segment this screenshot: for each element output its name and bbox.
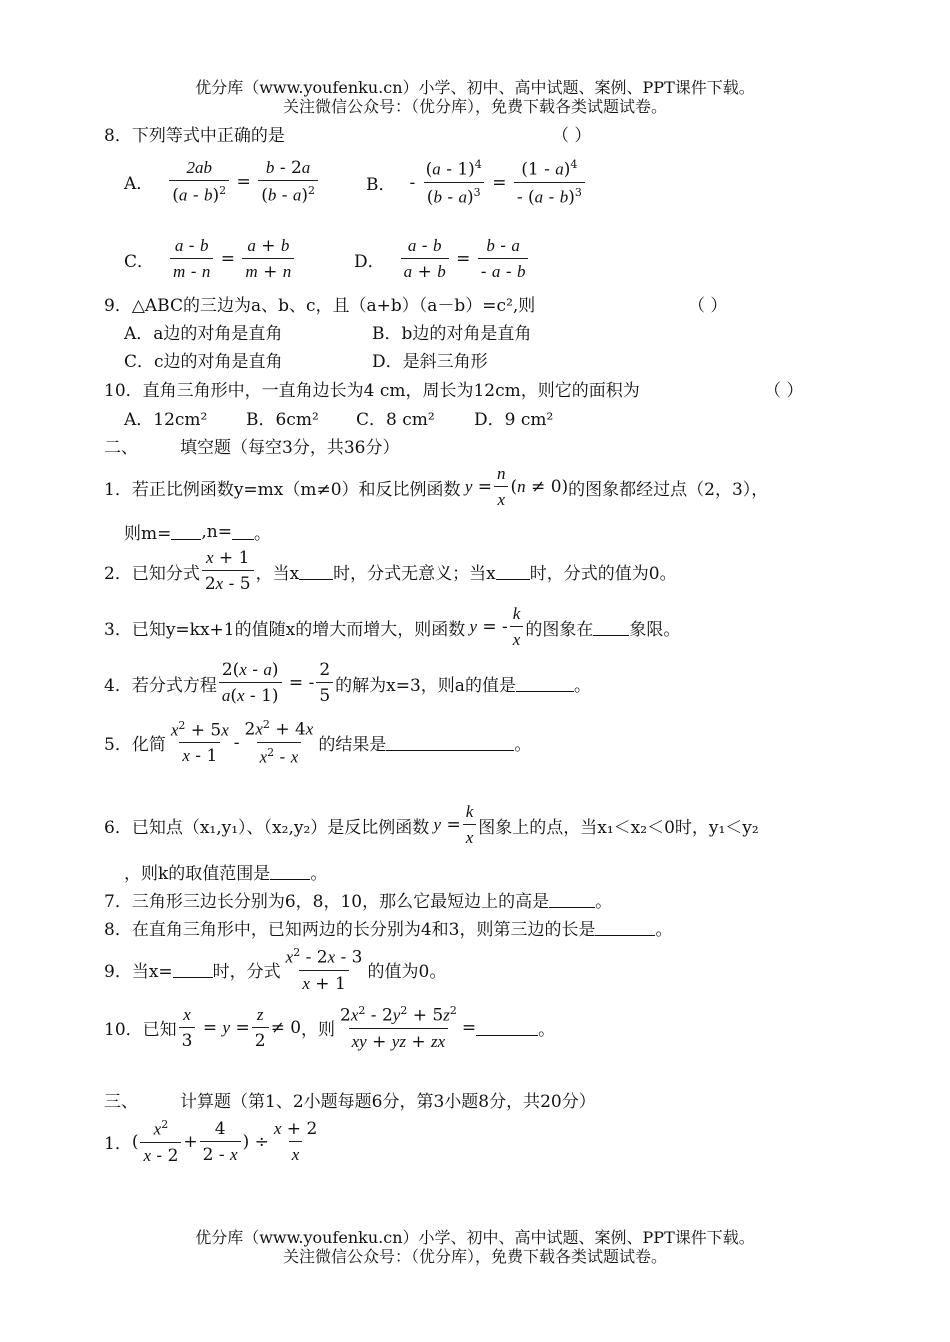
fraction: $\frac{2x^2 - 2y^2 + 5z^2}{xy + yz + zx}$ [340, 1004, 457, 1052]
fill-10-text: 10．已知 [104, 1020, 177, 1041]
fill-10-text-mid: ，则 [301, 1020, 336, 1041]
fill-6-line2 [124, 859, 327, 884]
fill-3-text-post: 象限。 [629, 619, 681, 640]
section3-number: 三、 [104, 1092, 138, 1112]
fraction: $\frac{4}{2 - x}$ [200, 1119, 241, 1165]
fraction: $\frac{a + b}{m + n}$ [242, 236, 294, 282]
fraction: $\frac{x}{3}$ [179, 1005, 196, 1051]
q9-option-c: C．c边的对角是直角 [124, 352, 283, 372]
fill-1-line2 [124, 519, 271, 544]
fill-1-m-label: 则m= [124, 524, 172, 544]
fraction: $\frac{b - a}{- a - b}$ [478, 236, 529, 282]
answer-blank[interactable] [595, 919, 655, 936]
q9-stem: 9．△ABC的三边为a、b、c，且（a+b）（a－b）=c²,则 [104, 296, 536, 316]
fill-10-eq: = [461, 1017, 477, 1038]
q8-stem: 8．下列等式中正确的是 [104, 126, 285, 146]
fill-10: 10．已知 $\frac{x}{3}$ = y = $\frac{z}{2}$ ≠ 0 ，则 $\frac{2x^2 - 2y^2 + 5z^2}{xy + yz + zx}$ = 。 [104, 1004, 556, 1052]
fill-9-text-mid: 时，分式 [212, 962, 281, 983]
fraction: $\frac{2ab}{(a - b)^2}$ [169, 158, 229, 206]
fill-3-text-mid: 的图象在 [525, 619, 594, 640]
fraction: $\frac{x^2}{x - 2}$ [140, 1118, 181, 1166]
fill-4-text-post: 。 [573, 675, 591, 696]
fraction: $\frac{z}{2}$ [252, 1005, 269, 1051]
q10-answer-paren: （ ） [764, 381, 804, 401]
answer-blank[interactable] [171, 523, 201, 540]
q9-option-d: D．是斜三角形 [372, 352, 488, 372]
answer-blank[interactable] [476, 1019, 538, 1036]
fill-5: 5．化简 $\frac{x^2 + 5x}{x - 1}$ - $\frac{2x^2 + 4x}{x^2 - x}$ 的结果是 。 [104, 718, 532, 768]
answer-blank[interactable] [496, 563, 530, 580]
calc-1: 1． ( $\frac{x^2}{x - 2}$ + $\frac{4}{2 - x}$ ) ÷ $\frac{x + 2}{x}$ [104, 1118, 322, 1166]
fraction: $\frac{k}{x}$ [510, 604, 524, 650]
fill-8-end: 。 [655, 920, 673, 940]
fill-9-text: 9．当x= [104, 962, 173, 983]
option-label: C． [124, 251, 155, 272]
fraction: $\frac{(1 - a)^4}{- (a - b)^3}$ [514, 158, 585, 207]
q10-stem: 10．直角三角形中，一直角边长为4 cm，周长为12cm，则它的面积为 [104, 381, 640, 401]
fraction: $\frac{(a - 1)^4}{(b - a)^3}$ [425, 158, 482, 208]
header-line-2: 关注微信公众号：（优分库），免费下载各类试题试卷。 [282, 97, 667, 116]
q8-option-a: A． $\frac{2ab}{(a - b)^2}$ = $\frac{b - 2a}{(b - a)^2}$ [124, 158, 320, 206]
header-line-1: 优分库（www.youfenku.cn）小学、初中、高中试题、案例、PPT课件下载。 [195, 78, 755, 97]
fill-9-text-post: 的值为0。 [367, 962, 447, 983]
q10-option-d: D．9 cm² [474, 410, 554, 430]
answer-blank[interactable] [549, 891, 595, 908]
fill-2 [104, 548, 677, 594]
fraction: $\frac{k}{x}$ [463, 802, 477, 848]
fill-1: 1．若正比例函数y=mx（m≠0）和反比例函数 y = $\frac{n}{x}$ (n ≠ 0) 的图象都经过点（2，3）， [104, 464, 769, 509]
fill-7 [104, 887, 612, 912]
fraction: $\frac{x + 1}{2x - 5}$ [202, 548, 254, 594]
fill-8-text: 8．在直角三角形中，已知两边的长分别为4和3，则第三边的长是 [104, 920, 596, 940]
option-label: D． [354, 251, 385, 272]
fill-10-end: 。 [538, 1020, 556, 1041]
fill-4-text-mid: 的解为x=3，则a的值是 [335, 675, 516, 696]
fraction: $\frac{x + 2}{x}$ [273, 1118, 318, 1164]
fill-2-text: 2．已知分式 [104, 563, 200, 584]
fraction: $\frac{2(x - a)}{a(x - 1)}$ [219, 660, 282, 706]
fill-2-text-mid3: 时，分式的值为0。 [529, 563, 677, 584]
q10-option-b: B．6cm² [246, 410, 319, 430]
q8-answer-paren: （ ） [552, 126, 592, 146]
q9-option-b: B．b边的对角是直角 [372, 324, 532, 344]
q8-option-b: B． - $\frac{(a - 1)^4}{(b - a)^3}$ = $\frac{(1 - a)^4}{- (a - b)^3}$ [366, 158, 587, 207]
option-label: A． [124, 174, 154, 195]
q8-option-c: C． $\frac{a - b}{m - n}$ = $\frac{a + b}{m + n}$ [124, 236, 296, 282]
answer-blank[interactable] [386, 734, 514, 751]
answer-blank[interactable] [232, 523, 254, 540]
footer-line-2: 关注微信公众号：（优分库），免费下载各类试题试卷。 [282, 1247, 667, 1266]
fill-1-text-post: 的图象都经过点（2，3）， [568, 479, 769, 500]
fill-1-end: 。 [253, 524, 271, 544]
fraction: $\frac{2x^2 + 4x}{x^2 - x}$ [244, 718, 314, 768]
fill-5-text-post: 。 [514, 735, 532, 756]
fill-6-text: 6．已知点（x₁,y₁）、（x₂,y₂）是反比例函数 [104, 817, 430, 838]
fill-6: 6．已知点（x₁,y₁）、（x₂,y₂）是反比例函数 y = $\frac{k}{x}$ 图象上的点，当x₁＜x₂＜0时，y₁＜y₂ [104, 802, 759, 847]
fill-1-text: 1．若正比例函数y=mx（m≠0）和反比例函数 [104, 479, 461, 500]
calc-1-label: 1． [104, 1134, 132, 1155]
section2-title: 填空题（每空3分，共36分） [180, 438, 400, 458]
footer-line-1: 优分库（www.youfenku.cn）小学、初中、高中试题、案例、PPT课件下载。 [195, 1228, 755, 1247]
option-label: B． [366, 175, 396, 196]
q9-answer-paren: （ ） [688, 296, 728, 316]
fraction: $\frac{n}{x}$ [494, 464, 509, 510]
fill-6-end: 。 [310, 864, 328, 884]
fill-9 [104, 946, 446, 994]
fraction: $\frac{x^2 + 5x}{x - 1}$ [170, 718, 229, 767]
section2-number: 二、 [104, 438, 138, 458]
fill-4-text: 4．若分式方程 [104, 675, 217, 696]
fraction: $\frac{2}{5}$ [316, 660, 333, 706]
section3-title: 计算题（第1、2小题每题6分，第3小题8分，共20分） [180, 1092, 596, 1112]
answer-blank[interactable] [173, 961, 213, 978]
fill-2-text-mid1: ，当x [255, 563, 300, 584]
answer-blank[interactable] [593, 619, 629, 636]
fill-3-text: 3．已知y=kx+1的值随x的增大而增大，则函数 [104, 619, 466, 640]
q8-option-d: D． $\frac{a - b}{a + b}$ = $\frac{b - a}{- a - b}$ [354, 236, 530, 282]
fill-6-text-line2: ，则k的取值范围是 [124, 864, 271, 884]
q9-option-a: A．a边的对角是直角 [124, 324, 283, 344]
answer-blank[interactable] [270, 863, 310, 880]
fill-3: 3．已知y=kx+1的值随x的增大而增大，则函数 y = - $\frac{k}{x}$ 的图象在 象限。 [104, 604, 681, 649]
fill-6-text-post: 图象上的点，当x₁＜x₂＜0时，y₁＜y₂ [478, 817, 759, 838]
fraction: $\frac{a - b}{a + b}$ [401, 236, 449, 282]
q10-option-a: A．12cm² [124, 410, 208, 430]
fill-4: 4．若分式方程 $\frac{2(x - a)}{a(x - 1)}$ = - $\frac{2}{5}$ 的解为x=3，则a的值是 。 [104, 660, 591, 706]
fraction: $\frac{a - b}{m - n}$ [170, 236, 213, 282]
q10-option-c: C．8 cm² [356, 410, 435, 430]
fill-7-text: 7．三角形三边长分别为6，8，10，那么它最短边上的高是 [104, 892, 550, 912]
fill-5-text-mid: 的结果是 [318, 735, 387, 756]
answer-blank[interactable] [516, 675, 574, 692]
answer-blank[interactable] [299, 563, 333, 580]
fill-8 [104, 915, 672, 940]
fraction: $\frac{x^2 - 2x - 3}{x + 1}$ [285, 946, 363, 994]
fraction: $\frac{b - 2a}{(b - a)^2}$ [258, 158, 318, 206]
fill-5-text: 5．化简 [104, 735, 166, 756]
fill-1-n-label: ,n= [201, 521, 232, 542]
fill-2-text-mid2: 时，分式无意义；当x [333, 563, 496, 584]
fill-7-end: 。 [595, 892, 613, 912]
